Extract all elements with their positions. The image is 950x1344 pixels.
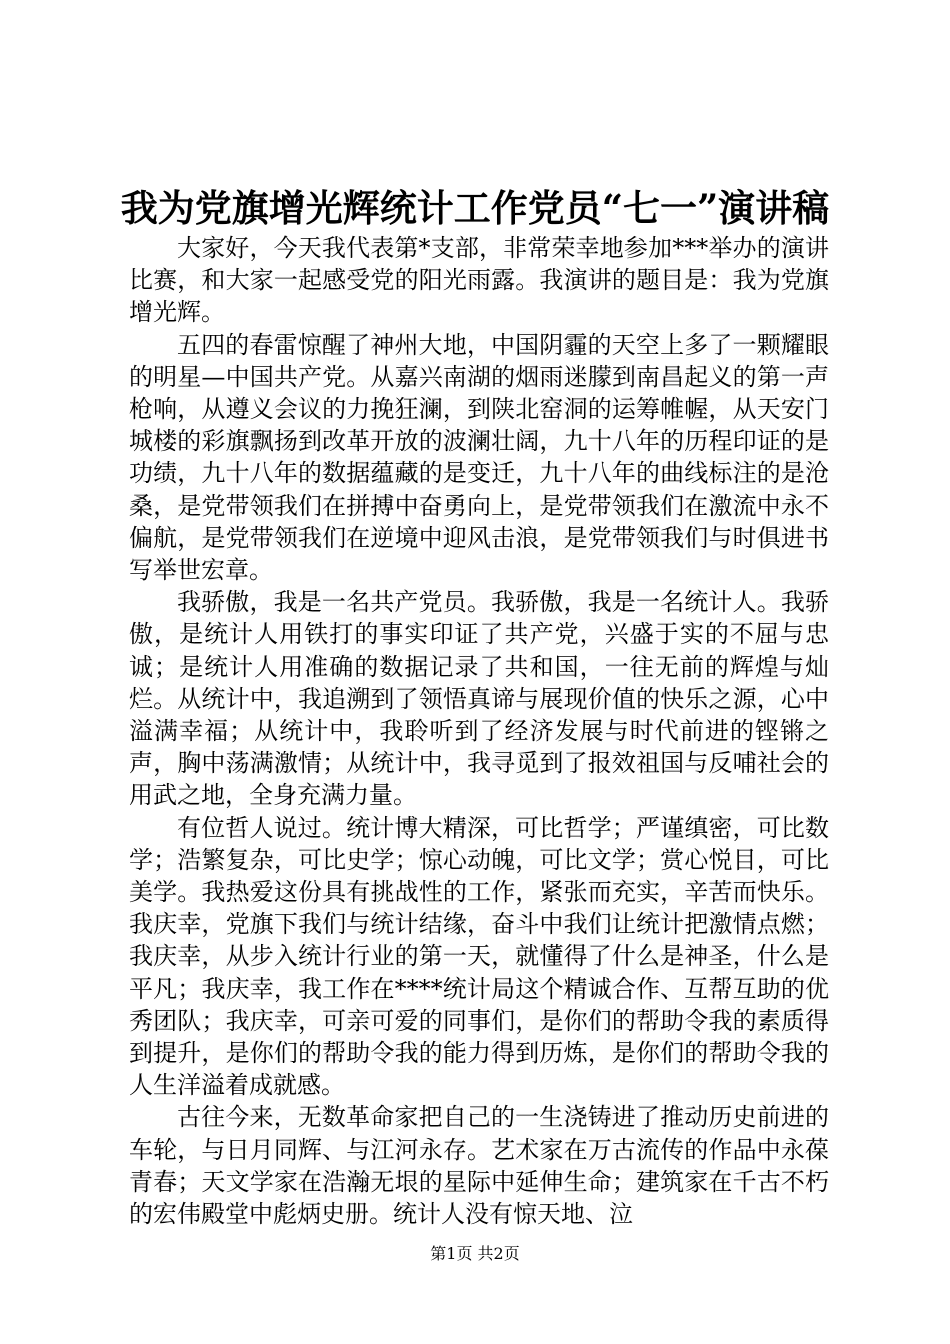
page-footer xyxy=(0,1243,950,1265)
paragraph: 古往今来，无数革命家把自己的一生浇铸进了推动历史前进的车轮，与日月同辉、与江河永存。艺术家在万古流传的作品中永葆青春；天文学家在浩瀚无垠的星际中延伸生命；建筑家在千古不朽的宏伟殿堂中彪炳史册。统计人没有惊天地、泣 xyxy=(129,1103,829,1229)
paragraph: 五四的春雷惊醒了神州大地，中国阴霾的天空上多了一颗耀眼的明星—中国共产党。从嘉兴南湖的烟雨迷朦到南昌起义的第一声枪响，从遵义会议的力挽狂澜，到陕北窑洞的运筹帷幄，从天安门城楼的彩旗飘扬到改革开放的波澜壮阔，九十八年的历程印证的是功绩，九十八年的数据蕴藏的是变迁，九十八年的曲线标注的是沧桑，是党带领我们在拼搏中奋勇向上，是党带领我们在激流中永不偏航，是党带领我们在逆境中迎风击浪，是党带领我们与时俱进书写举世宏章。 xyxy=(129,330,829,585)
paragraph: 我骄傲，我是一名共产党员。我骄傲，我是一名统计人。我骄傲，是统计人用铁打的事实印证了共产党，兴盛于实的不屈与忠诚；是统计人用准确的数据记录了共和国，一往无前的辉煌与灿烂。从统计中，我追溯到了领悟真谛与展现价值的快乐之源，心中溢满幸福；从统计中，我聆听到了经济发展与时代前进的铿锵之声，胸中荡满激情；从统计中，我寻觅到了报效祖国与反哺社会的用武之地，全身充满力量。 xyxy=(129,588,829,810)
paragraph: 大家好，今天我代表第*支部，非常荣幸地参加***举办的演讲比赛，和大家一起感受党的阳光雨露。我演讲的题目是：我为党旗增光辉。 xyxy=(129,234,829,327)
document-body xyxy=(129,232,829,1230)
document-title: 我为党旗增光辉统计工作党员“七一”演讲稿 xyxy=(120,186,830,230)
page-indicator: 第1页 共2页 xyxy=(430,1244,520,1263)
paragraph: 有位哲人说过。统计博大精深，可比哲学；严谨缜密，可比数学；浩繁复杂，可比史学；惊心动魄，可比文学；赏心悦目，可比美学。我热爱这份具有挑战性的工作，紧张而充实，辛苦而快乐。我庆幸，党旗下我们与统计结缘，奋斗中我们让统计把激情点燃；我庆幸，从步入统计行业的第一天，就懂得了什么是神圣，什么是平凡；我庆幸，我工作在****统计局这个精诚合作、互帮互助的优秀团队；我庆幸，可亲可爱的同事们，是你们的帮助令我的素质得到提升，是你们的帮助令我的能力得到历炼，是你们的帮助令我的人生洋溢着成就感。 xyxy=(129,813,829,1100)
